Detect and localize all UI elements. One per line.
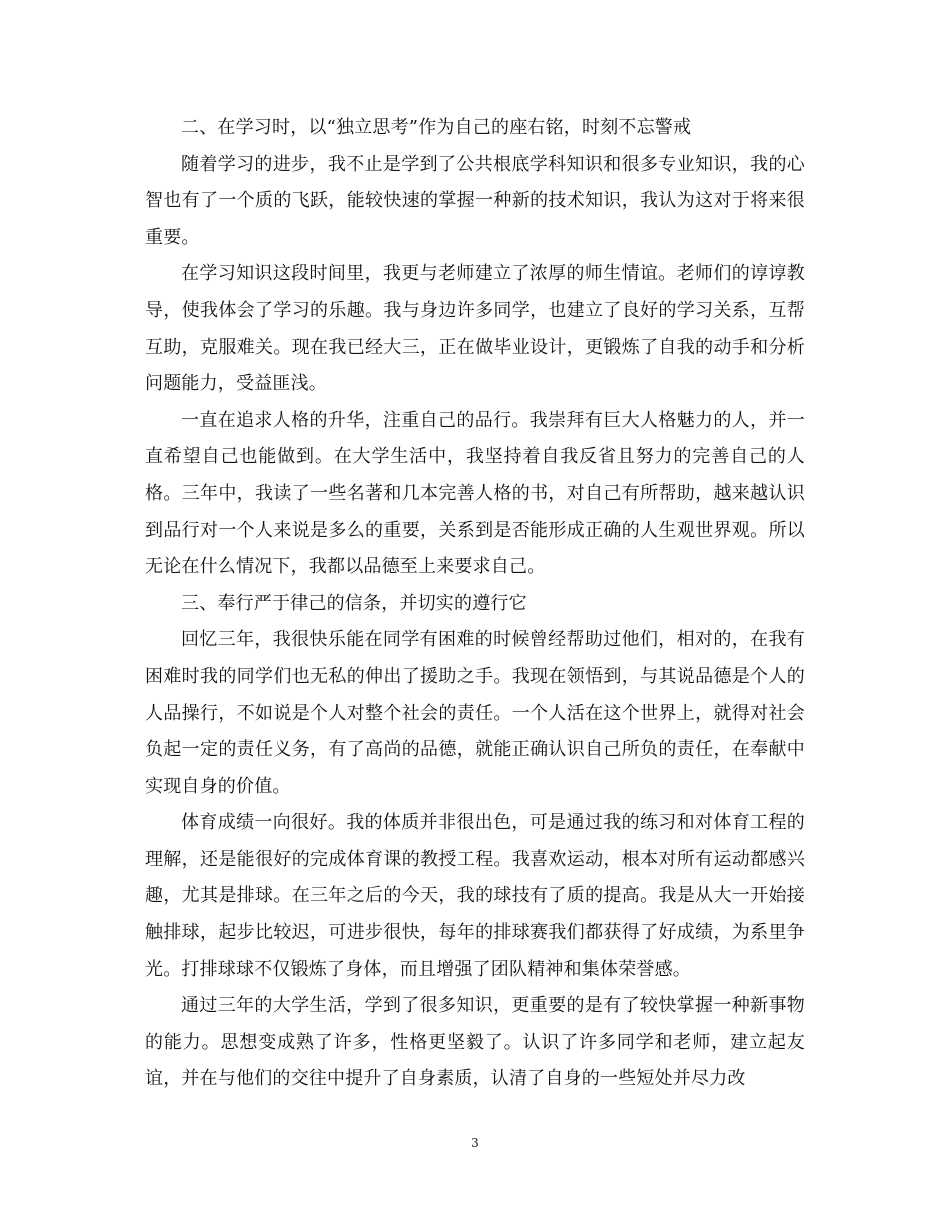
- paragraph-summary: 通过三年的大学生活，学到了很多知识，更重要的是有了较快掌握一种新事物的能力。思想变成熟了许多，性格更坚毅了。认识了许多同学和老师，建立起友谊，并在与他们的交往中提升了自身素质，认清了自身的一些短处并尽力改: [145, 995, 805, 1090]
- paragraph-character: 一直在追求人格的升华，注重自己的品行。我崇拜有巨大人格魅力的人，并一直希望自己也能做到。在大学生活中，我坚持着自我反省且努力的完善自己的人格。三年中，我读了一些名著和几本完善人格的书，对自己有所帮助，越来越认识到品行对一个人来说是多么的重要，关系到是否能形成正确的人生观世界观。所以无论在什么情况下，我都以品德至上来要求自己。: [145, 409, 805, 578]
- section-heading-two: 二、在学习时，以“独立思考”作为自己的座右铭，时刻不忘警戒: [181, 117, 692, 138]
- paragraph-learning-progress: 随着学习的进步，我不止是学到了公共根底学科知识和很多专业知识，我的心智也有了一个质的飞跃，能较快速的掌握一种新的技术知识，我认为这对于将来很重要。: [145, 153, 805, 248]
- paragraph-teacher-relations: 在学习知识这段时间里，我更与老师建立了浓厚的师生情谊。老师们的谆谆教导，使我体会了学习的乐趣。我与身边许多同学，也建立了良好的学习关系，互帮互助，克服难关。现在我已经大三，正在做毕业设计，更锻炼了自我的动手和分析问题能力，受益匪浅。: [145, 263, 805, 395]
- document-body: [145, 110, 805, 1098]
- page-number: 3: [471, 1136, 479, 1150]
- paragraph-helping-classmates: 回忆三年，我很快乐能在同学有困难的时候曾经帮助过他们，相对的，在我有困难时我的同学们也无私的伸出了援助之手。我现在领悟到，与其说品德是个人的人品操行，不如说是个人对整个社会的责任。一个人活在这个世界上，就得对社会负起一定的责任义务，有了高尚的品德，就能正确认识自己所负的责任，在奉献中实现自身的价值。: [145, 629, 805, 797]
- section-heading-three: 三、奉行严于律己的信条，并切实的遵行它: [181, 592, 527, 614]
- paragraph-sports: 体育成绩一向很好。我的体质并非很出色，可是通过我的练习和对体育工程的理解，还是能很好的完成体育课的教授工程。我喜欢运动，根本对所有运动都感兴趣，尤其是排球。在三年之后的今天，我的球技有了质的提高。我是从大一开始接触排球，起步比较迟，可进步很快，每年的排球赛我们都获得了好成绩，为系里争光。打排球球不仅锻炼了身体，而且增强了团队精神和集体荣誉感。: [145, 812, 805, 980]
